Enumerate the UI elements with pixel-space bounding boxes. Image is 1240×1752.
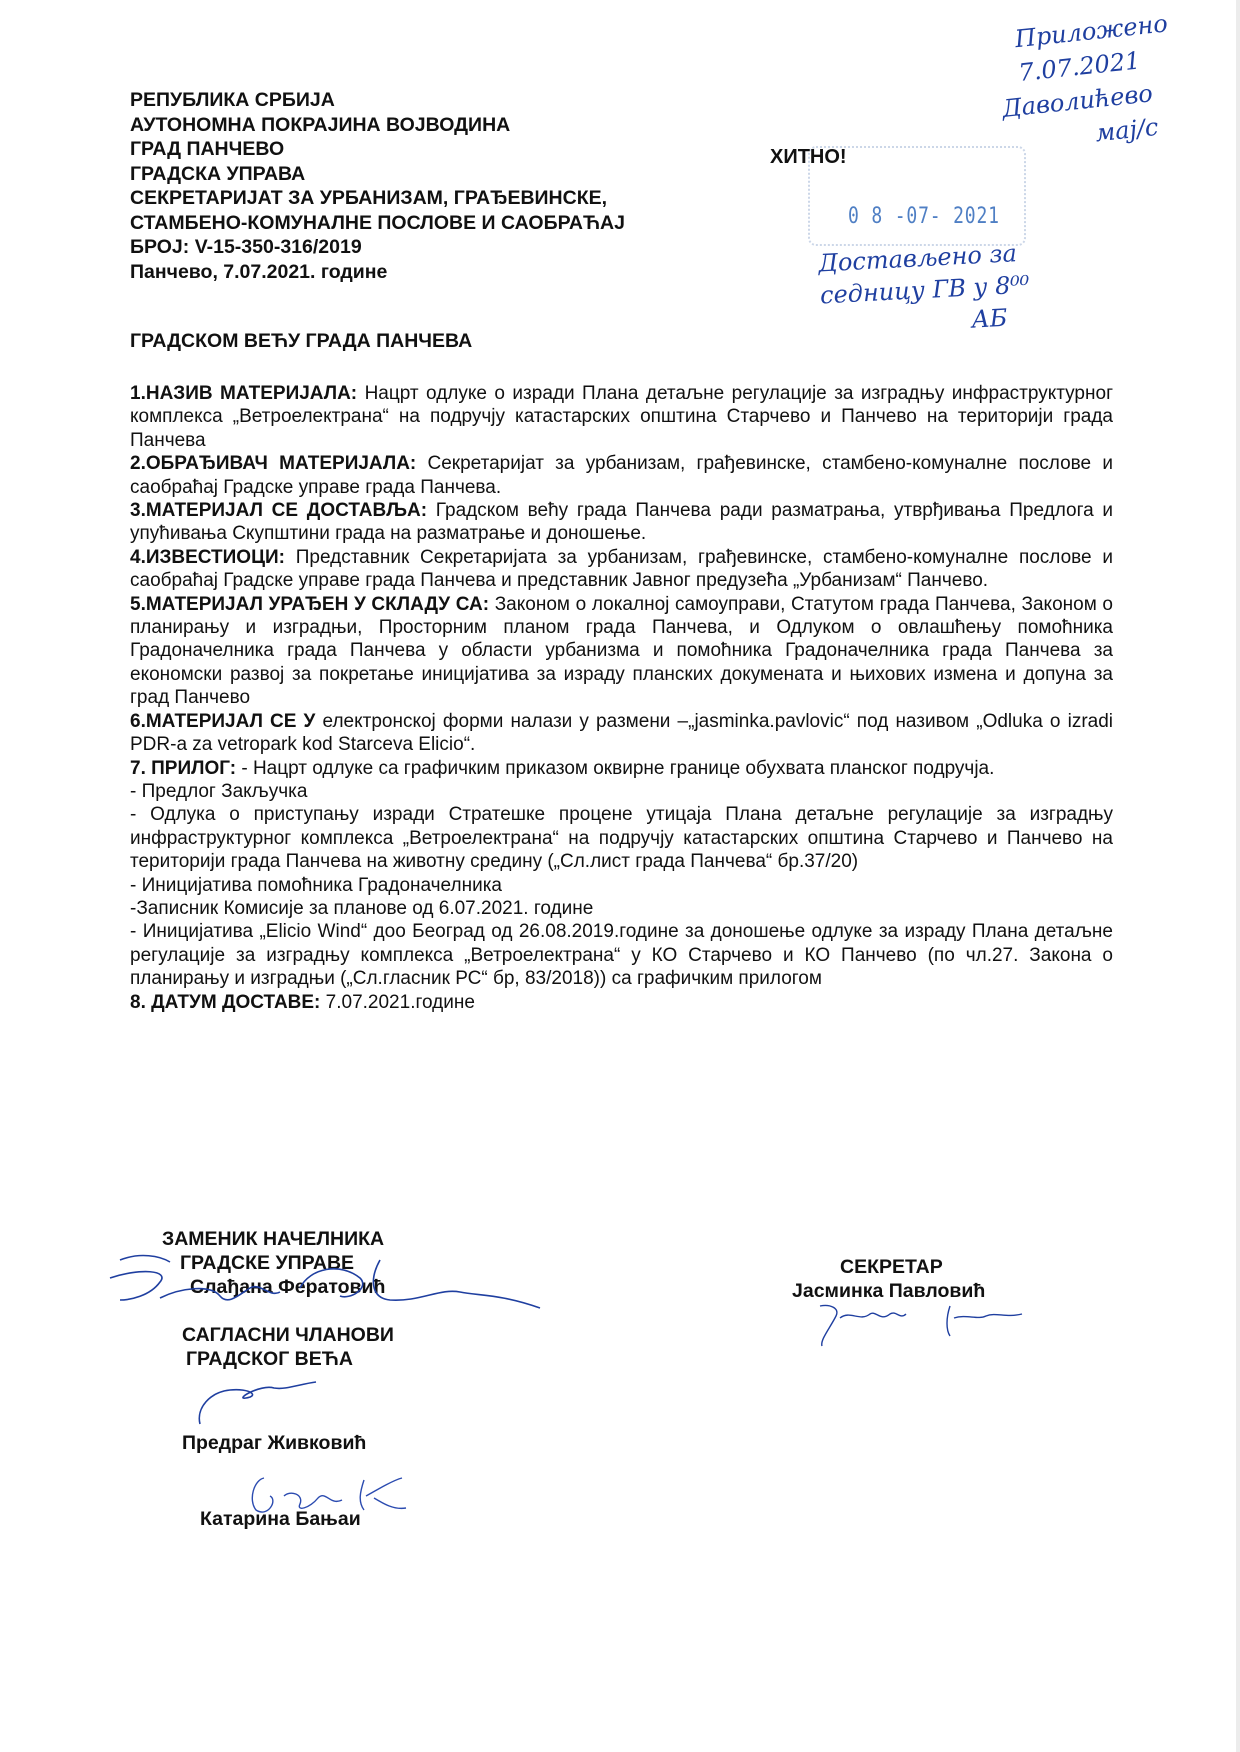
section-label: 4.ИЗВЕСТИОЦИ:	[130, 546, 285, 568]
handwritten-line: Приложено	[1013, 9, 1169, 54]
section-label: 3.МАТЕРИЈАЛ СЕ ДОСТАВЉА:	[130, 500, 428, 522]
section-label: 1.НАЗИВ МАТЕРИЈАЛА:	[130, 383, 358, 404]
section-label: 7. ПРИЛОГ:	[130, 757, 237, 779]
section-6	[130, 710, 1113, 757]
section-1	[130, 382, 1113, 452]
secretary-name: Јасминка Павловић	[792, 1280, 986, 1302]
section-text: Нацрт одлуке о изради Плана детаљне регулације за изградњу инфраструктурног комплекса „Ветроелектрана“ на подручју катастарских општина Старчево и Панчево на територији града Панчева	[130, 383, 1113, 451]
handwritten-note-top-right	[1000, 6, 1180, 157]
section-7	[130, 757, 1113, 780]
letterhead-line: ГРАД ПАНЧЕВО	[130, 138, 285, 160]
section-text: Законом о локалној самоуправи, Статутом града Панчева, Законом о планирању и изградњи, Просторним планом града Панчева, и Одлуком о овлашћењу помоћника Градоначелника града Панчева у области урбанизма и помоћника Градоначелника града Панчева за економски развој за покретање иницијатива за израду планских докумената и њихових измена и допуна за град Панчево	[130, 593, 1113, 709]
section-label: 2.ОБРАЂИВАЧ МАТЕРИЈАЛА:	[130, 453, 417, 475]
attachment-item: - Предлог Закључка	[130, 780, 308, 802]
document-number: БРОЈ: V-15-350-316/2019	[130, 236, 362, 258]
recipient: ГРАДСКОМ ВЕЋУ ГРАДА ПАНЧЕВА	[130, 330, 473, 352]
council-member-signature	[190, 1378, 320, 1428]
section-8	[130, 991, 1113, 1014]
handwritten-line: Достављено за	[817, 239, 1018, 278]
deputy-title-line1: ЗАМЕНИК НАЧЕЛНИКА	[162, 1228, 385, 1250]
letterhead-line: АУТОНОМНА ПОКРАЈИНА ВОЈВОДИНА	[130, 113, 511, 136]
section-label: 8. ДАТУМ ДОСТАВЕ:	[130, 991, 321, 1013]
document-date: Панчево, 7.07.2021. године	[130, 260, 388, 283]
deputy-name: Слађана Фератовић	[190, 1276, 386, 1298]
section-2	[130, 452, 1113, 499]
document-body	[130, 382, 1113, 1014]
attachment-item: - Иницијатива „Elicio Wind“ доо Београд од 26.08.2019.године за доношење одлуке за израду Плана детаљне регулације за изградњу комплекса „Ветроелектрана“ у КО Старчево и КО Панчево (по чл.27. Закона о планирању и изградњи („Сл.гласник РС“ бр, 83/2018)) са графичким прилогом	[130, 921, 1113, 990]
secretary-signature	[800, 1300, 1030, 1350]
section-text: електронској форми налази у размени –„jasminka.pavlovic“ под називом „Odluka o izradi PDR-a za vetropark kod Starceva Elicio“.	[130, 710, 1113, 756]
attachment-item: - Одлука о приступању изради Стратешке процене утицаја Плана детаљне регулације за изградњу инфраструктурног комплекса „Ветроелектрана“ на подручју катастарских општина Старчево и Панчево на територији града Панчева на животну средину („Сл.лист града Панчева“ бр.37/20)	[130, 804, 1113, 873]
stamp-date: 0 8 -07- 2021	[848, 204, 1000, 229]
secretary-title: СЕКРЕТАР	[840, 1256, 943, 1278]
section-3	[130, 499, 1113, 546]
attachment-item: -Записник Комисије за планове од 6.07.2021. године	[130, 897, 594, 919]
section-text: Градском већу града Панчева ради разматрања, утврђивања Предлога и упућивања Скупштини града на разматрање и доношење.	[130, 500, 1114, 545]
handwritten-note-stamp	[818, 237, 1032, 344]
council-member-name: Предраг Живковић	[182, 1432, 367, 1454]
council-title-line2: ГРАДСКОГ ВЕЋА	[186, 1348, 353, 1370]
section-4	[130, 546, 1113, 593]
section-text: Секретаријат за урбанизам, грађевинске, стамбено-комуналне послове и саобраћај Градске управе града Панчева.	[130, 453, 1113, 498]
letterhead	[130, 88, 625, 284]
handwritten-line: Даволићево	[1000, 79, 1155, 123]
section-label: 5.МАТЕРИЈАЛ УРАЂЕН У СКЛАДУ СА:	[130, 593, 490, 615]
handwritten-line: седницу ГВ у 8⁰⁰	[819, 270, 1031, 310]
handwritten-line: мај/с	[1093, 112, 1160, 148]
handwritten-initials: АБ	[970, 303, 1009, 334]
letterhead-line: ГРАДСКА УПРАВА	[130, 162, 306, 185]
section-text: Представник Секретаријата за урбанизам, грађевинске, стамбено-комуналне послове и саобраћај Градске управе града Панчева и представник Јавног предузећа „Урбанизам“ Панчево.	[130, 546, 1113, 592]
letterhead-line: СЕКРЕТАРИЈАТ ЗА УРБАНИЗАМ, ГРАЂЕВИНСКЕ,	[130, 187, 608, 209]
attachment-item: - Иницијатива помоћника Градоначелника	[130, 874, 502, 896]
urgent-label: ХИТНО!	[770, 146, 847, 168]
section-text: 7.07.2021.године	[320, 991, 475, 1013]
section-label: 6.МАТЕРИЈАЛ СЕ У	[130, 710, 316, 732]
handwritten-line: 7.07.2021	[1017, 46, 1142, 88]
letterhead-line: СТАМБЕНО-КОМУНАЛНЕ ПОСЛОВЕ И САОБРАЋАЈ	[130, 211, 625, 234]
deputy-signature	[100, 1248, 550, 1318]
section-text: - Нацрт одлуке са графичким приказом оквирне границе обухвата планског подручја.	[236, 757, 995, 779]
letterhead-line: РЕПУБЛИКА СРБИЈА	[130, 89, 335, 111]
deputy-title-line2: ГРАДСКЕ УПРАВЕ	[180, 1252, 355, 1274]
page-edge	[1236, 0, 1240, 1752]
council-member-name: Катарина Бањаи	[200, 1508, 361, 1530]
section-5	[130, 593, 1113, 710]
council-title-line1: САГЛАСНИ ЧЛАНОВИ	[182, 1324, 394, 1346]
